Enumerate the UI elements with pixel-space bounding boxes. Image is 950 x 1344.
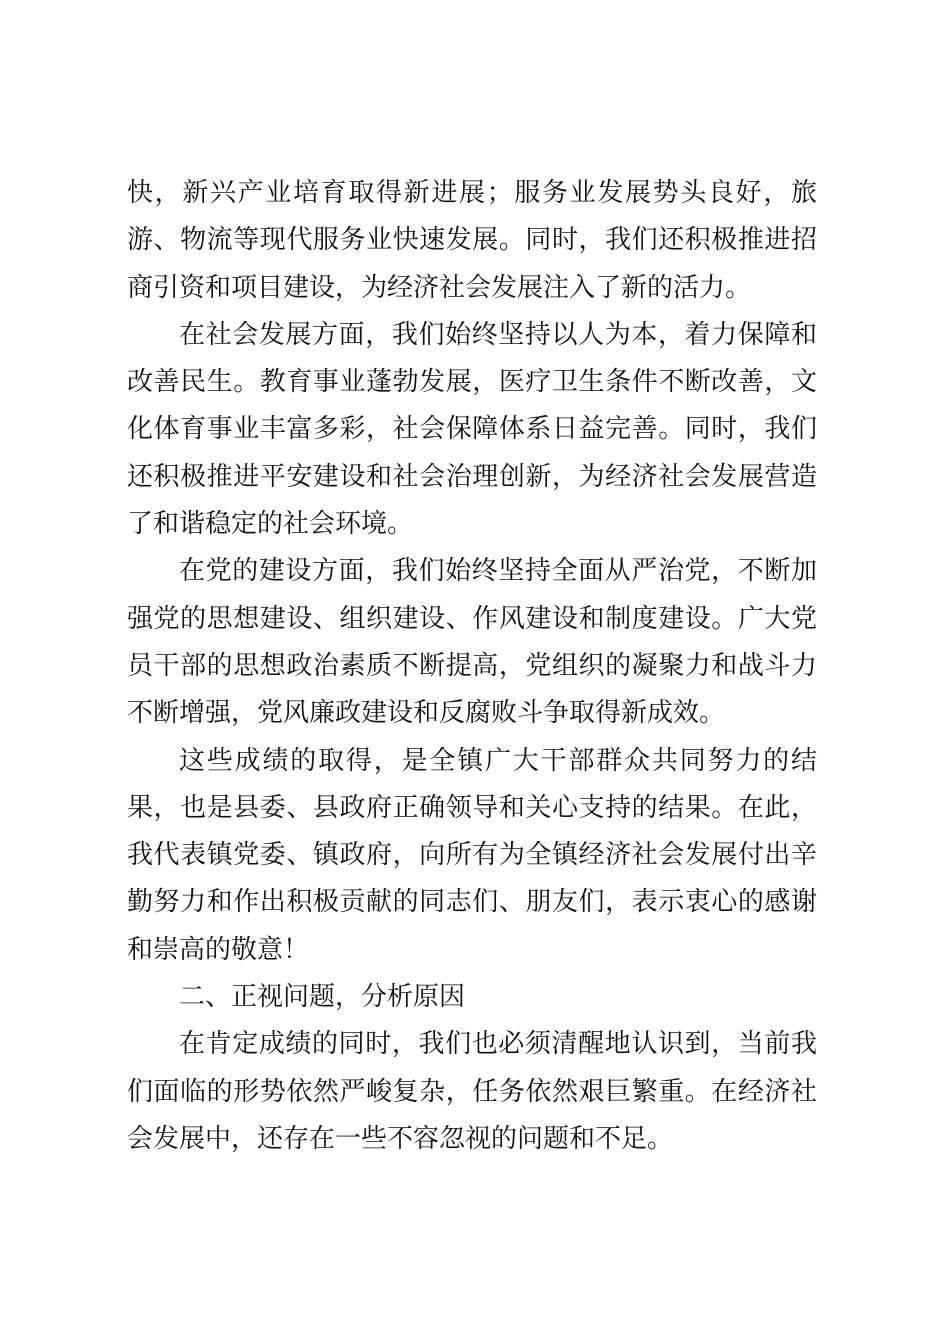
paragraph-social-development: 在社会发展方面，我们始终坚持以人为本，着力保障和改善民生。教育事业蓬勃发展，医疗卫生条件不断改善，文化体育事业丰富多彩，社会保障体系日益完善。同时，我们还积极推进平安建设和社会治理创新，为经济社会发展营造了和谐稳定的社会环境。 — [127, 319, 817, 540]
paragraph-acknowledgement: 这些成绩的取得，是全镇广大干部群众共同努力的结果，也是县委、县政府正确领导和关心支持的结果。在此，我代表镇党委、镇政府，向所有为全镇经济社会发展付出辛勤努力和作出积极贡献的同志们、朋友们，表示衷心的感谢和崇高的敬意！ — [127, 745, 817, 965]
document-body — [127, 170, 817, 1163]
section-heading: 二、正视问题，分析原因 — [179, 982, 466, 1013]
paragraph-problems: 在肯定成绩的同时，我们也必须清醒地认识到，当前我们面临的形势依然严峻复杂，任务依然艰巨繁重。在经济社会发展中，还存在一些不容忽视的问题和不足。 — [127, 1029, 817, 1154]
paragraph-party-building: 在党的建设方面，我们始终坚持全面从严治党，不断加强党的思想建设、组织建设、作风建设和制度建设。广大党员干部的思想政治素质不断提高，党组织的凝聚力和战斗力不断增强，党风廉政建设和反腐败斗争取得新成效。 — [127, 556, 817, 729]
paragraph-continuation: 快，新兴产业培育取得新进展；服务业发展势头良好，旅游、物流等现代服务业快速发展。同时，我们还积极推进招商引资和项目建设，为经济社会发展注入了新的活力。 — [127, 178, 817, 303]
